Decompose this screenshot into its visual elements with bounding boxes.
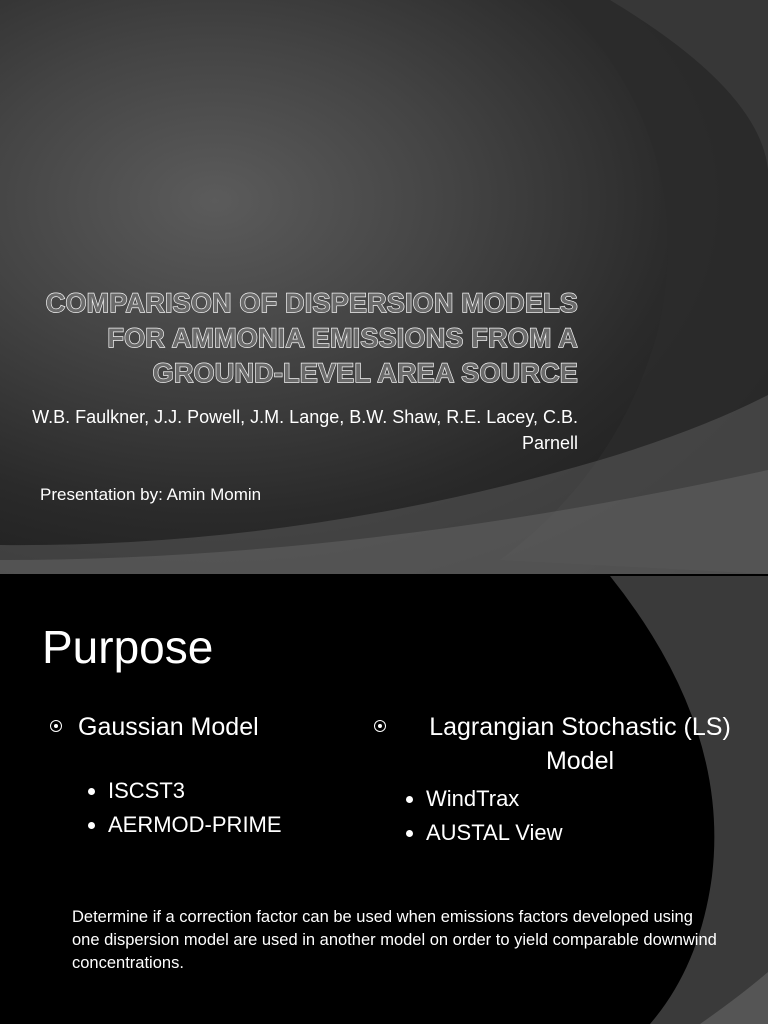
gaussian-column xyxy=(50,710,350,842)
author-list: W.B. Faulkner, J.J. Powell, J.M. Lange, B.W. Shaw, R.E. Lacey, C.B. Parnell xyxy=(32,407,578,453)
sub-bullet-item xyxy=(406,782,758,816)
purpose-slide xyxy=(0,576,768,1024)
presenter-credit: Presentation by: Amin Momin xyxy=(40,485,262,504)
sub-bullet-text: AERMOD-PRIME xyxy=(108,812,282,837)
sub-bullet-text: ISCST3 xyxy=(108,778,186,803)
bullet-main-text: Lagrangian Stochastic (LS) Model xyxy=(429,713,731,775)
dot-bullet-icon xyxy=(406,830,413,837)
dot-bullet-icon xyxy=(88,822,95,829)
circle-bullet-icon xyxy=(50,720,62,732)
circle-bullet-icon xyxy=(374,720,386,732)
dot-bullet-icon xyxy=(88,788,95,795)
bullet-main-text: Gaussian Model xyxy=(78,713,259,741)
sub-bullet-text: WindTrax xyxy=(426,786,520,811)
sub-bullet-text: AUSTAL View xyxy=(426,820,563,845)
slide-heading: Purpose xyxy=(42,621,214,673)
sub-bullet-list xyxy=(50,774,350,842)
sub-bullet-item xyxy=(406,816,758,850)
purpose-description: Determine if a correction factor can be used when emissions factors developed using one dispersion model are used in another model on order to yield comparable downwind concentrations. xyxy=(72,908,717,972)
sub-bullet-item xyxy=(88,808,350,842)
bullet-item xyxy=(50,710,350,744)
sub-bullet-item xyxy=(88,774,350,808)
slide-title: COMPARISON OF DISPERSION MODELS FOR AMMONIA EMISSIONS FROM A GROUND-LEVEL AREA SOURCE xyxy=(45,288,578,388)
lagrangian-column xyxy=(374,710,758,850)
sub-bullet-list xyxy=(374,782,758,850)
bullet-item xyxy=(374,710,758,778)
dot-bullet-icon xyxy=(406,796,413,803)
